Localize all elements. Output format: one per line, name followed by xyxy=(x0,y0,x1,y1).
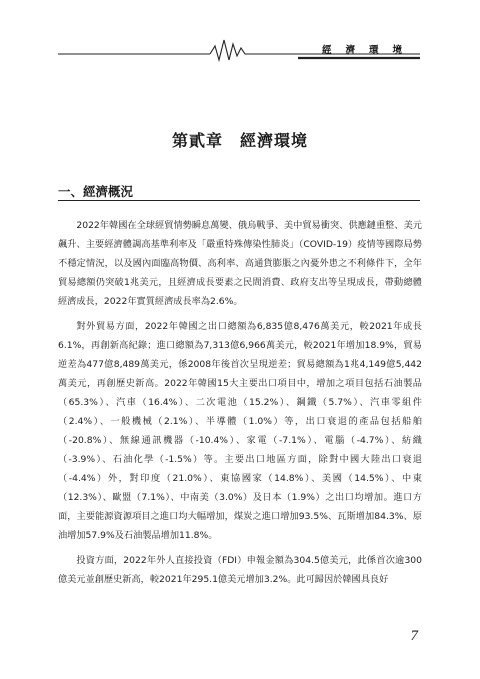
chapter-title: 第貳章 經濟環境 xyxy=(171,131,308,150)
paragraph-foreign-trade: 對外貿易方面，2022年韓國之出口總額為6,835億8,476萬美元，較2021年成長6.1%，再創新高紀錄；進口總額為7,313億6,966萬美元，較2021年增加18.9%，貿易逆差為477億8,489萬美元，係2008年後首次呈現逆差；貿易總額為1兆4,149億5,442萬美元，再創歷史新高。2022年韓國15大主要出口項目中，增加之項目包括石油製品（65.3%）、汽車（16.4%）、二次電池（15.2%）、鋼鐵（5.7%）、汽車零組件（2.4%）、一般機械（2.1%）、半導體（1.0%）等，出口衰退的產品包括船舶（-20.8%）、無線通訊機器（-10.4%）、家電（-7.1%）、電腦（-4.7%）、紡織（-3.9%）、石油化學（-1.5%）等。主要出口地區方面，除對中國大陸出口衰退（-4.4%）外，對印度（21.0%）、東協國家（14.8%）、美國（14.5%）、中東（12.3%）、歐盟（7.1%）、中南美（3.0%）及日本（1.9%）之出口均增加。進口方面，主要能源資源項目之進口均大幅增加，煤炭之進口增加93.5%、瓦斯增加84.3%、原油增加57.9%及石油製品增加11.8%。 xyxy=(58,321,422,541)
body-text xyxy=(58,216,422,595)
paragraph-investment: 投資方面，2022年外人直接投資（FDI）申報金額為304.5億美元，此係首次逾300億美元並創歷史新高，較2021年295.1億美元增加3.2%。此可歸因於韓國具良好 xyxy=(58,555,422,585)
paragraph-economy-overview: 2022年韓國在全球經貿情勢瞬息萬變、俄烏戰爭、美中貿易衝突、供應鏈重整、美元飆升、主要經濟體調高基準利率及「嚴重特殊傳染性肺炎」（COVID-19）疫情等國際局勢不穩定情況，以及國內面臨高物價、高利率、高通貨膨脹之內憂外患之不利條件下，全年貿易總額仍突破1兆美元，且經濟成長要素之民間消費、政府支出等呈現成長，帶動總體經濟成長，2022年實質經濟成長率為2.6%。 xyxy=(58,220,422,307)
header-title: 經濟環境 xyxy=(321,45,416,56)
running-header xyxy=(58,36,420,62)
section-divider xyxy=(58,200,420,201)
section-heading: 一、經濟概況 xyxy=(58,184,134,199)
page-number: 7 xyxy=(410,628,418,644)
